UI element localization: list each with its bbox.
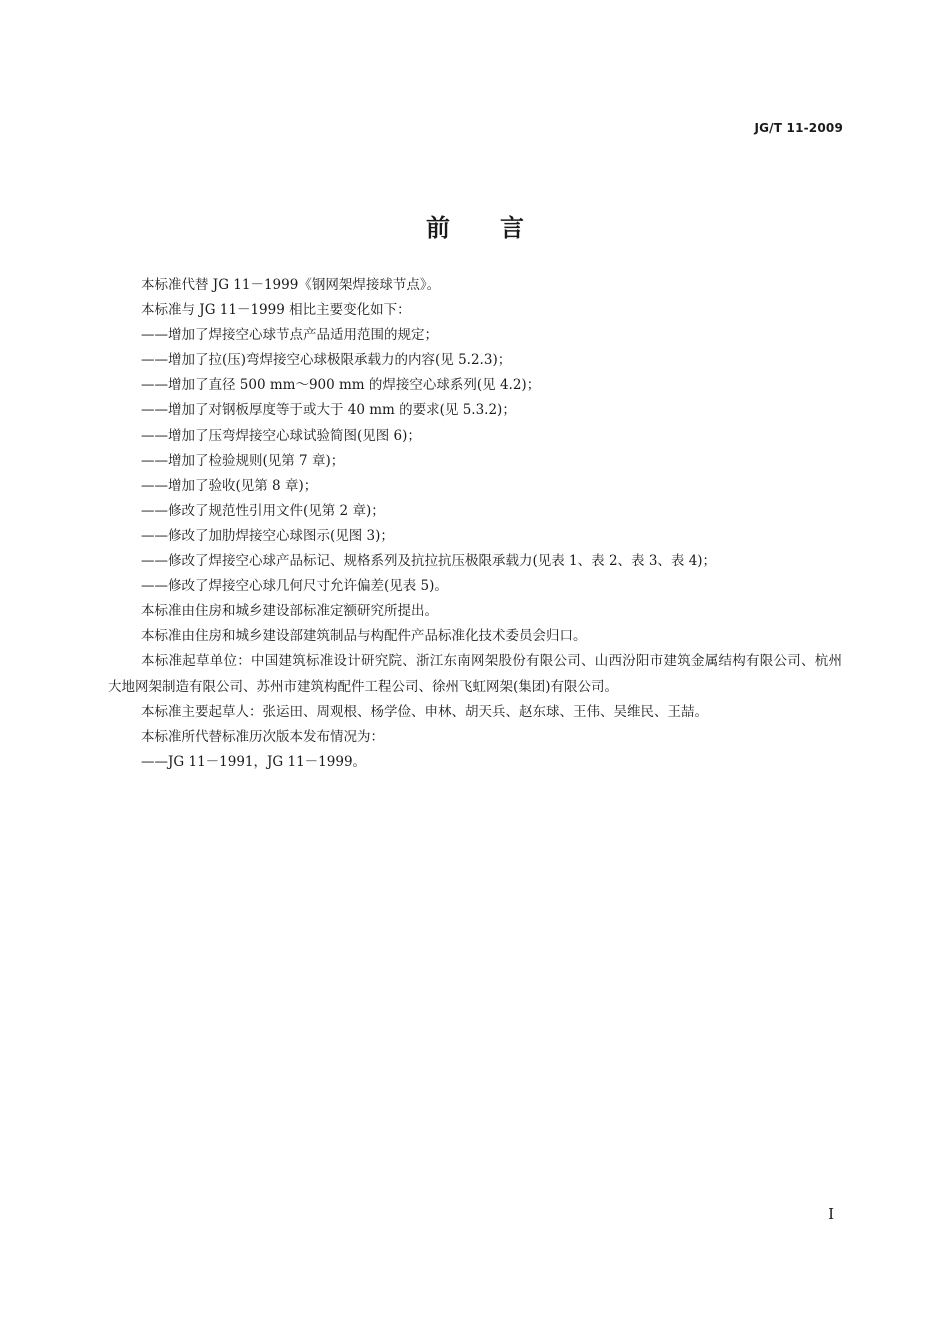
list-item: ——增加了直径 500 mm～900 mm 的焊接空心球系列(见 4.2)；: [141, 377, 541, 394]
foreword-body: [108, 273, 842, 775]
paragraph: 本标准所代替标准历次版本发布情况为：: [141, 728, 384, 745]
list-item: ——修改了规范性引用文件(见第 2 章)；: [141, 502, 385, 519]
list-item: ——增加了验收(见第 8 章)；: [141, 477, 318, 494]
section-title: 前言: [426, 214, 574, 242]
document-code: JG/T 11-2009: [754, 121, 843, 135]
list-item: ——增加了检验规则(见第 7 章)；: [141, 452, 345, 469]
paragraph: 本标准代替 JG 11－1999《钢网架焊接球节点》。: [141, 277, 441, 293]
paragraph-drafting-units: 本标准起草单位：中国建筑标准设计研究院、浙江东南网架股份有限公司、山西汾阳市建筑金属结构有限公司、杭州大地网架制造有限公司、苏州市建筑构配件工程公司、徐州飞虹网架(集团)有限公司。: [108, 653, 842, 695]
list-item: ——增加了拉(压)弯焊接空心球极限承载力的内容(见 5.2.3)；: [141, 352, 512, 369]
paragraph-drafters: 本标准主要起草人：张运田、周观根、杨学俭、申林、胡天兵、赵东球、王伟、吴维民、王喆。: [141, 703, 708, 720]
page-number: I: [828, 1205, 834, 1223]
list-item: ——修改了加肋焊接空心球图示(见图 3)；: [141, 527, 394, 544]
list-item: ——修改了焊接空心球产品标记、规格系列及抗拉抗压极限承载力(见表 1、表 2、表 3、表 4)；: [141, 553, 717, 570]
paragraph: 本标准由住房和城乡建设部建筑制品与构配件产品标准化技术委员会归口。: [141, 628, 587, 645]
list-item: ——增加了压弯焊接空心球试验简图(见图 6)；: [141, 427, 421, 444]
list-item: ——增加了焊接空心球节点产品适用范围的规定；: [141, 327, 438, 344]
paragraph: 本标准与 JG 11－1999 相比主要变化如下：: [141, 302, 411, 319]
list-item: ——修改了焊接空心球几何尺寸允许偏差(见表 5)。: [141, 578, 448, 595]
paragraph: 本标准由住房和城乡建设部标准定额研究所提出。: [141, 603, 438, 620]
list-item: ——增加了对钢板厚度等于或大于 40 mm 的要求(见 5.3.2)；: [141, 402, 516, 419]
list-item: ——JG 11－1991，JG 11－1999。: [141, 753, 367, 770]
